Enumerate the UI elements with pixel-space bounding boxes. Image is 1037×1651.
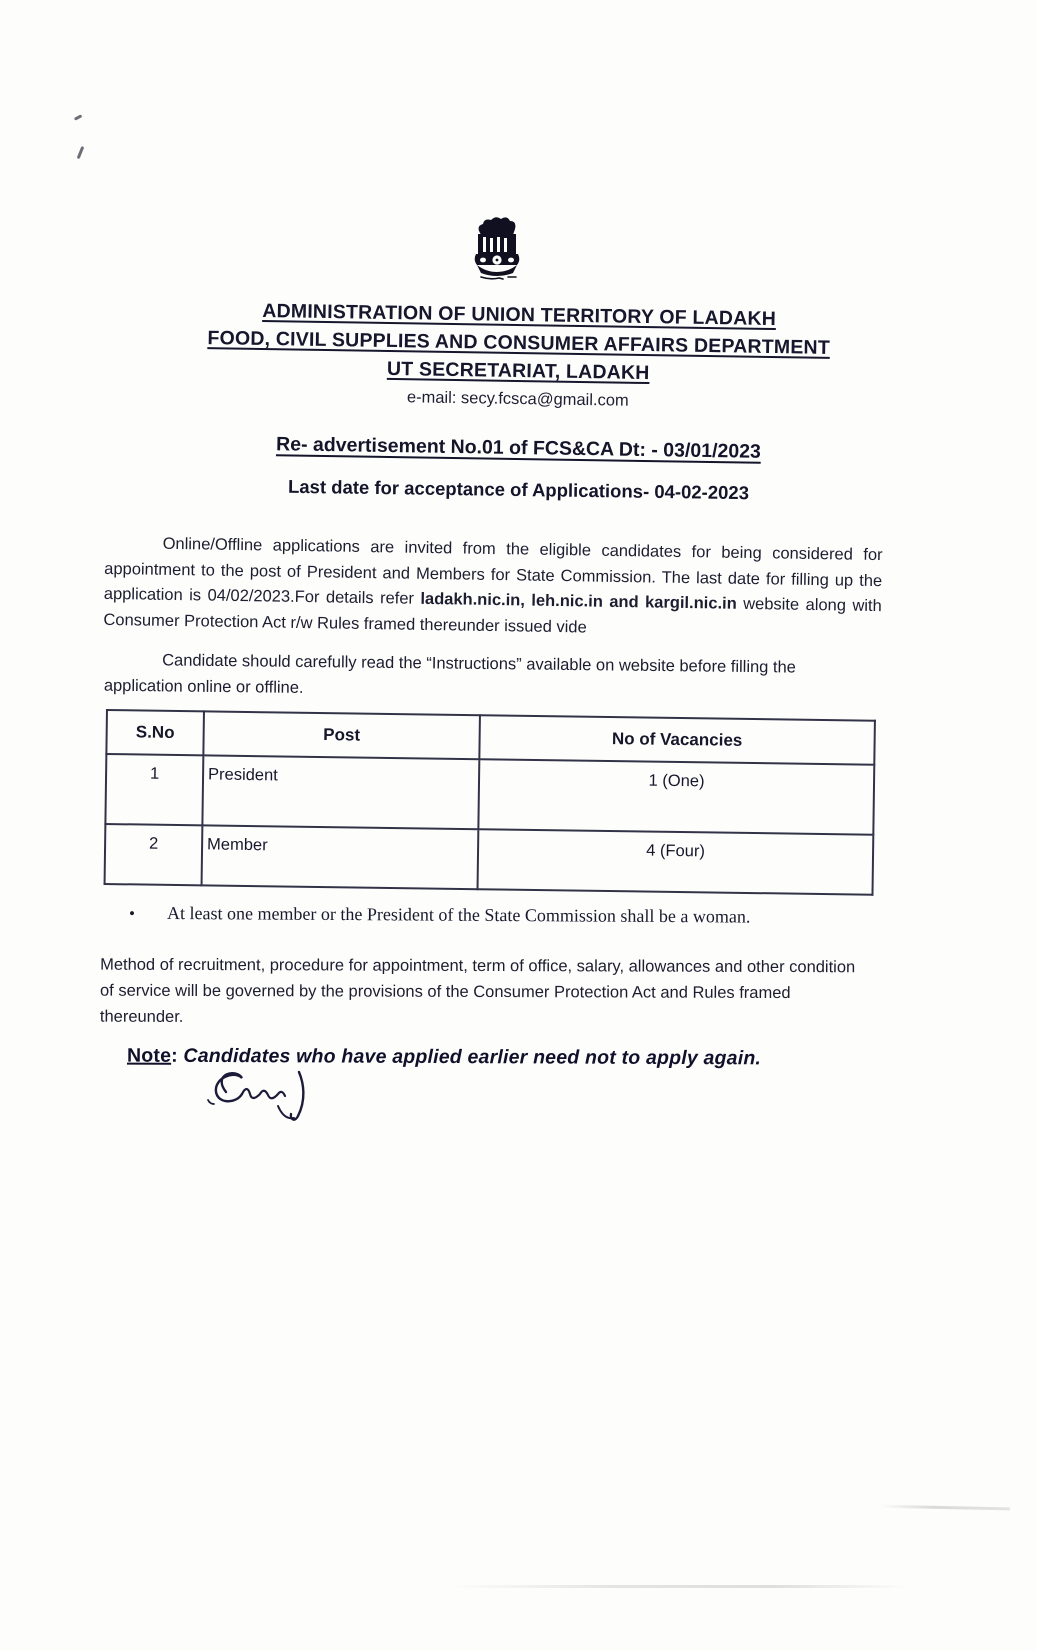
- scan-smudge: [880, 1505, 1010, 1511]
- last-date-line: Last date for acceptance of Applications- 04-02-2023: [287, 475, 750, 504]
- bullet-marker: •: [128, 903, 136, 923]
- intro-paragraph: [103, 531, 883, 645]
- org-email: e-mail: secy.fcsca@gmail.com: [406, 388, 629, 410]
- note-text: Candidates who have applied earlier need not to apply again.: [183, 1044, 762, 1070]
- row2-post: Member: [202, 825, 479, 889]
- scan-artifact-tick: [74, 114, 82, 120]
- row2-vacancies: 4 (Four): [478, 829, 874, 895]
- header-sno: S.No: [106, 710, 204, 755]
- table-row: [105, 754, 874, 835]
- org-name-line-3: UT SECRETARIAT, LADAKH: [386, 357, 650, 385]
- header-post: Post: [203, 711, 480, 759]
- intro-paragraph-websites: ladakh.nic.in, leh.nic.in and kargil.nic.in: [420, 589, 737, 613]
- row2-sno: 2: [105, 824, 203, 885]
- row1-post: President: [202, 755, 479, 829]
- row1-sno: 1: [105, 754, 203, 825]
- intro-paragraph-part2: website along with Consumer Protection Act r/w Rules framed thereunder issued vide: [103, 594, 882, 636]
- org-name-line-2: FOOD, CIVIL SUPPLIES AND CONSUMER AFFAIRS DEPARTMENT: [207, 327, 831, 359]
- scan-smudge: [450, 1585, 910, 1588]
- instructions-paragraph: Candidate should carefully read the “Instructions” available on website before filling the application online or offline.: [103, 651, 797, 697]
- method-paragraph: Method of recruitment, procedure for appointment, term of office, salary, allowances and other condition of service will be governed by the provisions of the Consumer Protection Act and Rules framed thereunder.: [99, 955, 856, 1026]
- note-separator: :: [171, 1044, 184, 1067]
- advertisement-title: Re- advertisement No.01 of FCS&CA Dt: - 03/01/2023: [275, 433, 762, 463]
- note-label: Note: [126, 1044, 172, 1067]
- letterhead: [0, 293, 1037, 419]
- row1-vacancies: 1 (One): [478, 759, 874, 835]
- table-row: [105, 824, 874, 895]
- ashoka-emblem-icon: [470, 216, 524, 280]
- org-name-line-1: ADMINISTRATION OF UNION TERRITORY OF LADAKH: [262, 299, 777, 331]
- header-vacancies: No of Vacancies: [479, 715, 875, 765]
- scan-artifact-slash: [77, 146, 84, 159]
- bullet-point: [129, 903, 869, 929]
- intro-paragraph-part1: Online/Offline applications are invited from the eligible candidates for being considered for appointment to the post of President and Members for State Commission. The last date for filling up the application is 04/02/2023.For details refer: [103, 534, 883, 608]
- bullet-text: At least one member or the President of the State Commission shall be a woman.: [166, 902, 751, 927]
- signature-scribble-icon: [196, 1066, 331, 1130]
- vacancy-table: [104, 709, 876, 896]
